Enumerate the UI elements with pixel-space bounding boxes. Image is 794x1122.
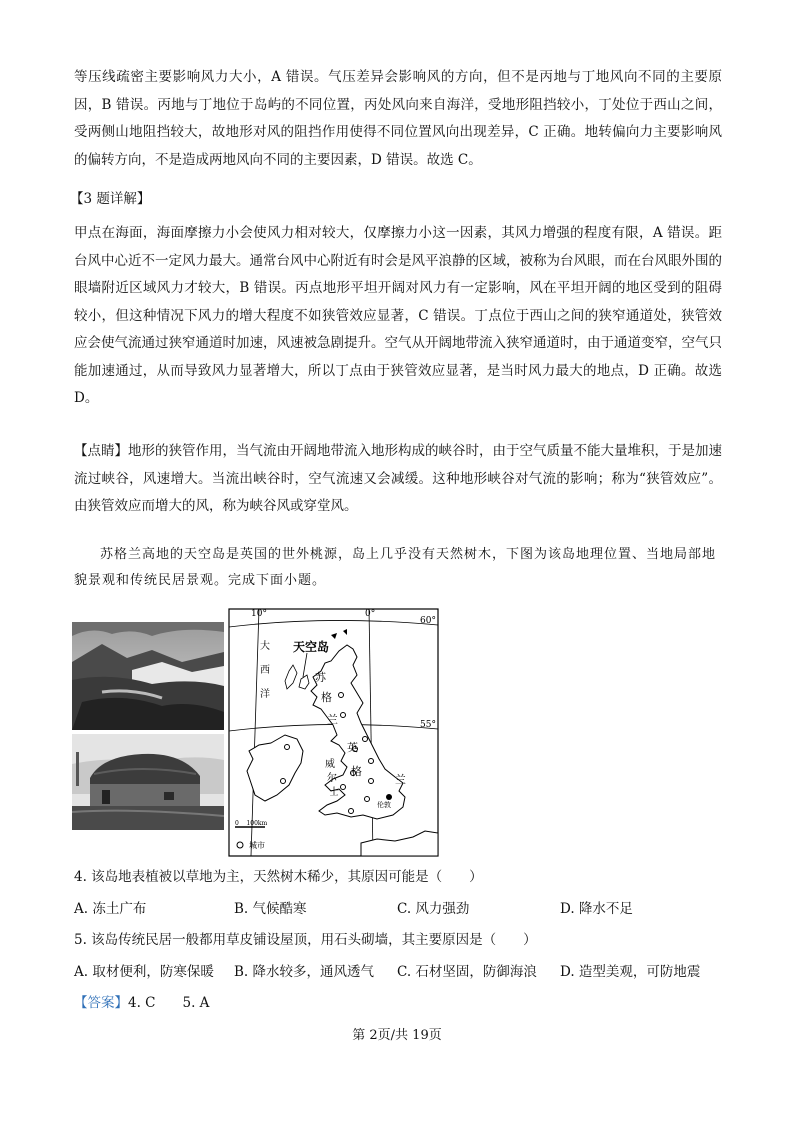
answer-tag: 【答案】 bbox=[74, 995, 128, 1011]
london-label: 伦敦 bbox=[377, 801, 391, 809]
wales-label-1: 威 bbox=[325, 759, 335, 770]
question-4: 4. 该岛地表植被以草地为主，天然树木稀少，其原因可能是（ ） bbox=[74, 869, 483, 885]
scale-label: 0 100km bbox=[235, 820, 268, 827]
q4-option-d: D. 降水不足 bbox=[560, 901, 633, 917]
island-label: 天空岛 bbox=[293, 640, 330, 654]
key-point-paragraph: 【点睛】地形的狭管作用，当气流由开阔地带流入地形构成的峡谷时，由于空气质量不能大量堆积，于是加速流过峡谷，风速增大。当流出峡谷时，空气流速又会减缓。这种地形峡谷对气流的影响；称为“狭管效应”。由狭管效应而增大的风，称为峡谷风或穿堂风。 bbox=[74, 443, 722, 514]
lat-55-label: 55° bbox=[420, 720, 436, 730]
q5-option-d: D. 造型美观，可防地震 bbox=[560, 964, 701, 980]
q5-option-b: B. 降水较多，通风透气 bbox=[234, 964, 375, 980]
legend-city-label: 城市 bbox=[249, 841, 265, 850]
ocean-label-3: 洋 bbox=[260, 689, 270, 700]
ocean-label-1: 大 bbox=[260, 641, 270, 652]
explanation-paragraph-3: 甲点在海面，海面摩擦力小会使风力相对较大，仅摩擦力小这一因素，其风力增强的程度有限，A 错误。距台风中心近不一定风力最大。通常台风中心附近有时会是风平浪静的区域，被称为台风眼，而在台风眼外围的眼墙附近区域风力才较大，B 错误。丙点地形平坦开阔对风力有一定影响，风在平坦开阔的地区受到的阻碍较小，但这种情况下风力的增大程度不如狭管效应显著，C 错误。丁点位于西山之间的狭窄通道处，狭管效应会使气流通过狭窄通道时加速，风速被急剧提升。空气从开阔地带流入狭窄通道时，由于通道变窄，空气只能加速通过，从而导致风力显著增大，所以丁点由于狭管效应显著，是当时风力最大的地点，D 正确。故选 D。 bbox=[74, 225, 722, 406]
landscape-photo bbox=[72, 622, 224, 730]
ocean-label-2: 西 bbox=[260, 665, 270, 676]
question-intro: 苏格兰高地的天空岛是英国的世外桃源，岛上几乎没有天然树木，下图为该岛地理位置、当地局部地貌景观和传统民居景观。完成下面小题。 bbox=[74, 547, 717, 588]
england-label-1: 英 bbox=[347, 741, 358, 754]
location-map bbox=[227, 605, 440, 858]
legend-city-icon bbox=[237, 842, 243, 848]
q5-option-c: C. 石材坚固，防御海浪 bbox=[397, 964, 537, 980]
traditional-house-photo bbox=[72, 734, 224, 830]
london-marker bbox=[386, 794, 392, 800]
wales-label-2: 尔 bbox=[327, 773, 337, 784]
q4-option-c: C. 风力强劲 bbox=[397, 901, 470, 917]
scotland-label-3: 兰 bbox=[327, 713, 338, 726]
england-label-3: 兰 bbox=[395, 773, 406, 786]
england-label-2: 格 bbox=[351, 765, 362, 778]
q4-option-b: B. 气候酷寒 bbox=[234, 901, 307, 917]
scotland-label-2: 格 bbox=[321, 691, 332, 704]
lon-10-label: 10° bbox=[251, 609, 267, 619]
lon-0-label: 0° bbox=[365, 609, 376, 619]
q4-option-a: A. 冻土广布 bbox=[74, 901, 147, 917]
question-5: 5. 该岛传统民居一般都用草皮铺设屋顶，用石头砌墙，其主要原因是（ ） bbox=[74, 932, 537, 948]
page-footer: 第 2页/共 19页 bbox=[352, 1028, 442, 1043]
explanation-paragraph-2: 等压线疏密主要影响风力大小，A 错误。气压差异会影响风的方向，但不是丙地与丁地风向不同的主要原因，B 错误。丙地与丁地位于岛屿的不同位置，丙处风向来自海洋，受地形阻挡较小，丁处位于西山之间，受两侧山地阻挡较大，故地形对风的阻挡作用使得不同位置风向出现差异，C 正确。地转偏向力主要影响风的偏转方向，不是造成两地风向不同的主要因素，D 错误。故选 C。 bbox=[74, 69, 722, 168]
wales-label-3: 士 bbox=[329, 787, 339, 798]
answer-line bbox=[74, 992, 209, 1014]
answer-text: 4. C 5. A bbox=[128, 995, 210, 1011]
lat-60-label: 60° bbox=[420, 616, 436, 626]
q5-option-a: A. 取材便利，防寒保暖 bbox=[74, 964, 214, 980]
scotland-label-1: 苏 bbox=[315, 671, 326, 684]
q3-heading: 【3 题详解】 bbox=[70, 191, 151, 207]
